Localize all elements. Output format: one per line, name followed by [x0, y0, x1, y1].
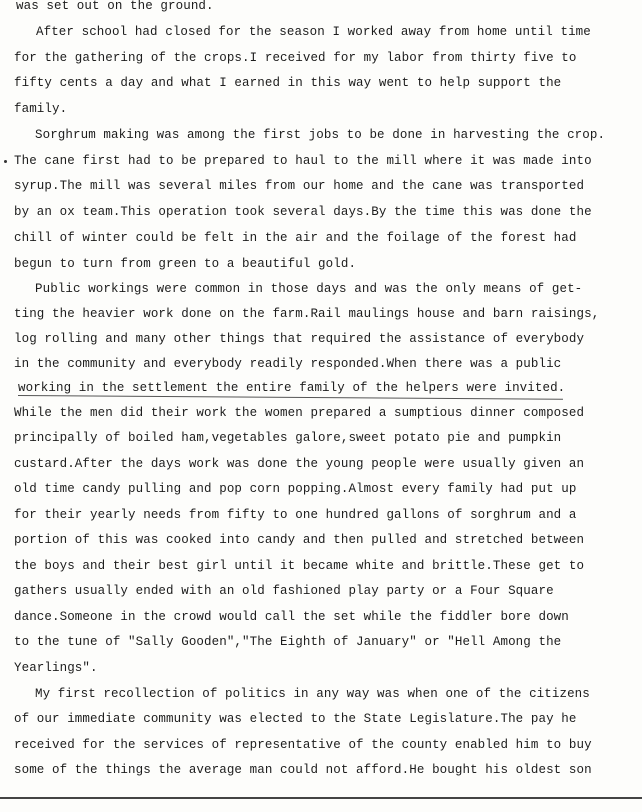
text-line: for their yearly needs from fifty to one hundred gallons of sorghrum and a: [14, 508, 577, 522]
text-line: working in the settlement the entire family of the helpers were invited.: [18, 381, 566, 395]
text-line: was set out on the ground.: [16, 0, 214, 13]
text-line: old time candy pulling and pop corn popping.Almost every family had put up: [14, 482, 577, 496]
text-line: While the men did their work the women prepared a sumptious dinner composed: [14, 406, 585, 420]
text-line: fifty cents a day and what I earned in this way went to help support the: [14, 76, 562, 90]
text-line: Public workings were common in those days and was the only means of get-: [35, 282, 583, 296]
text-line: gathers usually ended with an old fashioned play party or a Four Square: [14, 584, 554, 598]
text-line: dance.Someone in the crowd would call the set while the fiddler bore down: [14, 610, 569, 624]
text-line: principally of boiled ham,vegetables galore,sweet potato pie and pumpkin: [14, 431, 562, 445]
text-line: the boys and their best girl until it became white and brittle.These get to: [14, 559, 585, 573]
text-line: some of the things the average man could not afford.He bought his oldest son: [14, 763, 592, 777]
page-bottom-edge: [0, 797, 642, 799]
text-line: of our immediate community was elected to the State Legislature.The pay he: [14, 712, 577, 726]
stray-ink-mark: [4, 160, 7, 163]
text-line: by an ox team.This operation took several days.By the time this was done the: [14, 205, 592, 219]
text-line: Sorghrum making was among the first jobs to be done in harvesting the crop.: [35, 128, 606, 142]
text-line: My first recollection of politics in any way was when one of the citizens: [35, 687, 590, 701]
text-line: received for the services of representative of the county enabled him to buy: [14, 738, 592, 752]
text-line: chill of winter could be felt in the air and the foilage of the forest had: [14, 231, 577, 245]
text-line: custard.After the days work was done the young people were usually given an: [14, 457, 585, 471]
text-line: portion of this was cooked into candy and then pulled and stretched between: [14, 533, 585, 547]
text-line: for the gathering of the crops.I received for my labor from thirty five to: [14, 51, 577, 65]
text-line: in the community and everybody readily responded.When there was a public: [14, 357, 562, 371]
text-line: Yearlings".: [14, 661, 98, 675]
text-line: After school had closed for the season I worked away from home until time: [36, 25, 591, 39]
text-line: log rolling and many other things that required the assistance of everybody: [14, 332, 585, 346]
text-line: to the tune of "Sally Gooden","The Eighth of January" or "Hell Among the: [14, 635, 562, 649]
text-line: family.: [14, 102, 68, 116]
text-line: begun to turn from green to a beautiful gold.: [14, 257, 357, 271]
text-line: syrup.The mill was several miles from our home and the cane was transported: [14, 179, 585, 193]
text-line: The cane first had to be prepared to haul to the mill where it was made into: [14, 154, 592, 168]
text-line: ting the heavier work done on the farm.Rail maulings house and barn raisings,: [14, 307, 600, 321]
